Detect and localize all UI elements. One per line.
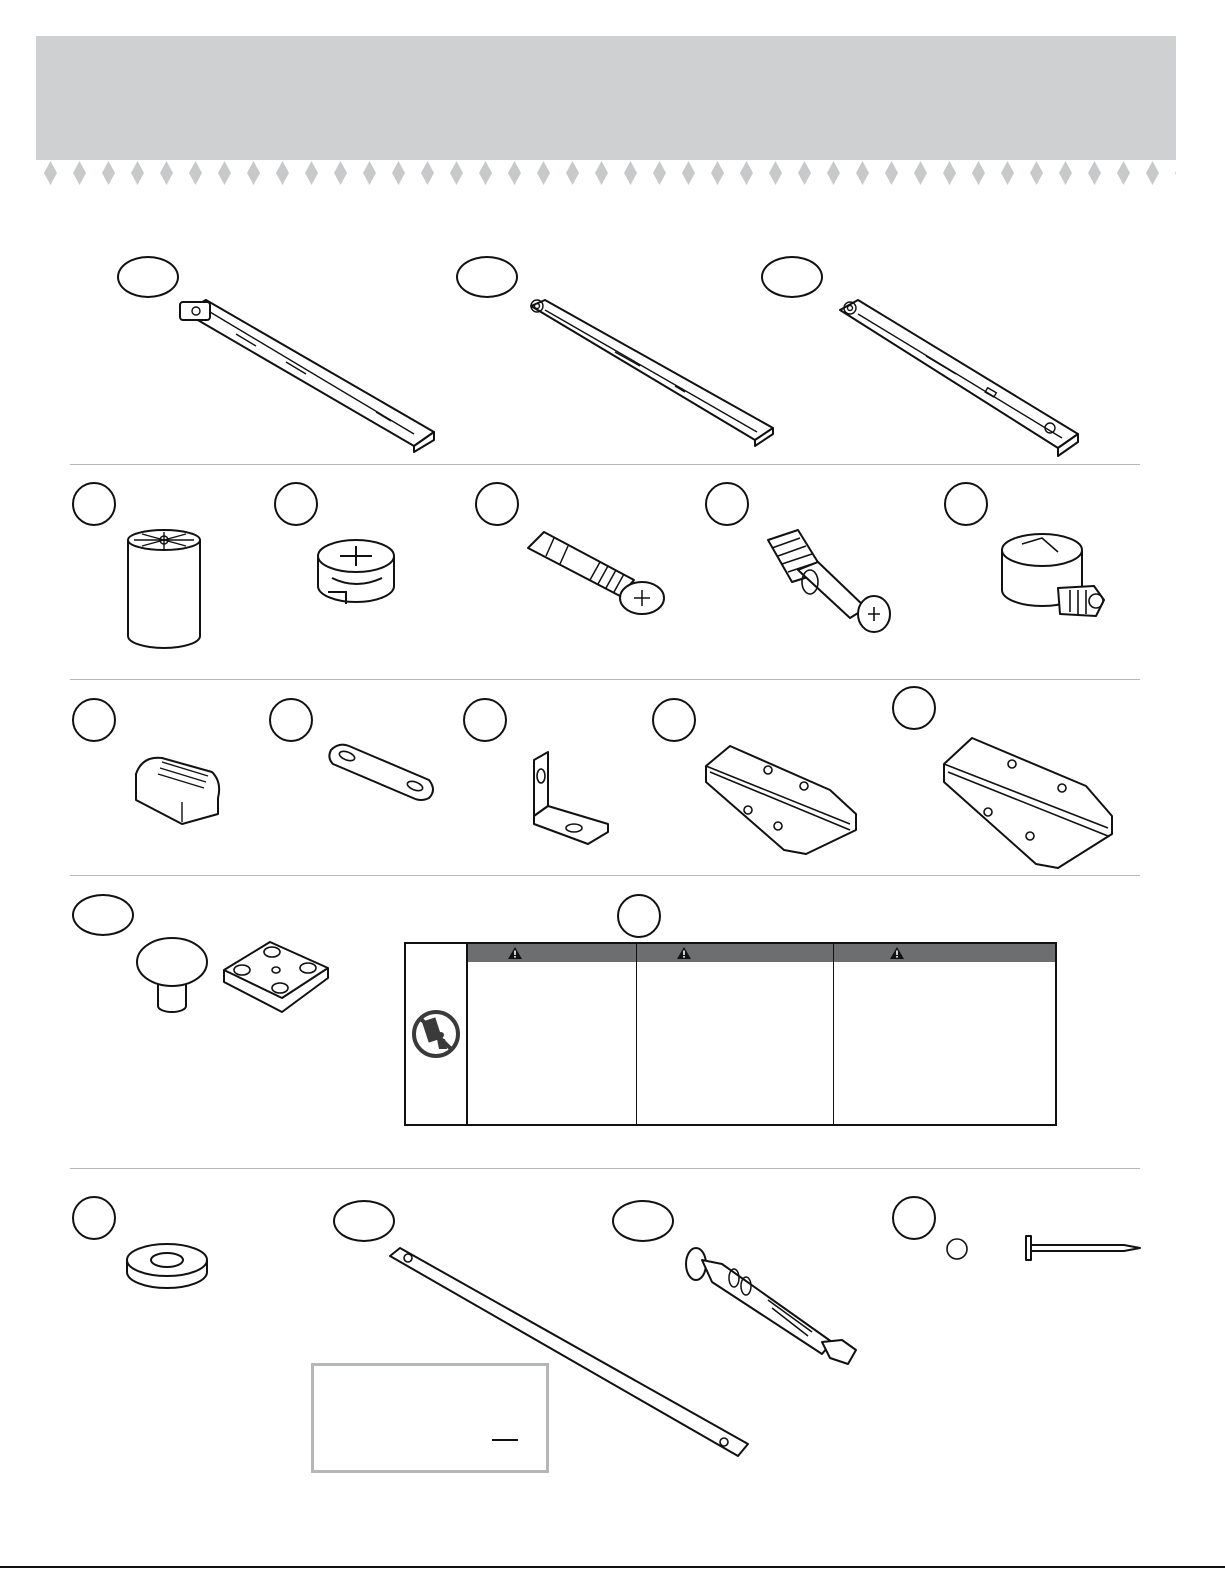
header-band — [36, 36, 1176, 154]
part-label — [117, 256, 179, 298]
part-label — [652, 698, 696, 742]
part-label — [892, 1196, 936, 1240]
knob-icon — [134, 936, 214, 1014]
row-divider — [70, 679, 1140, 680]
part-label — [475, 482, 519, 526]
flat-bracket-icon — [325, 740, 437, 804]
no-tipping-icon — [411, 1009, 461, 1059]
warning-triangle-icon — [508, 947, 522, 959]
diamond-border — [36, 154, 1176, 192]
part-label — [705, 482, 749, 526]
part-label — [72, 894, 134, 936]
mounting-plate-icon — [220, 938, 332, 1016]
row-divider — [70, 875, 1140, 876]
part-label — [463, 698, 507, 742]
cam-bolt-icon — [758, 526, 898, 638]
part-label — [72, 698, 116, 742]
cam-lock-icon — [312, 534, 402, 608]
part-label — [333, 1200, 395, 1242]
part-label — [892, 686, 936, 730]
drawer-guide-icon — [938, 734, 1116, 870]
warning-icon-cell — [406, 944, 468, 1124]
warning-label — [404, 942, 1057, 1126]
note-underline — [492, 1439, 518, 1441]
washer-icon — [124, 1242, 210, 1296]
drawer-slide-icon — [525, 296, 777, 446]
warning-triangle-icon — [890, 947, 904, 959]
part-label — [612, 1200, 674, 1242]
part-label — [72, 1196, 116, 1240]
part-label — [456, 256, 518, 298]
page-bottom-line — [0, 1566, 1225, 1568]
row-divider — [70, 464, 1140, 465]
shelf-support-icon — [132, 752, 224, 826]
drawer-guide-icon — [700, 742, 860, 856]
anchor-icon — [682, 1246, 860, 1366]
nail-icon — [1024, 1234, 1142, 1262]
nail-head-icon — [944, 1236, 970, 1262]
warning-column — [636, 944, 833, 1124]
part-label — [617, 894, 661, 938]
row-divider — [70, 1168, 1140, 1169]
drawer-slide-icon — [176, 294, 438, 454]
part-label — [269, 698, 313, 742]
drawer-slide-icon — [836, 296, 1082, 456]
leg-icon — [124, 528, 204, 650]
part-label — [274, 482, 318, 526]
dowel-icon — [524, 522, 670, 618]
part-label — [72, 482, 116, 526]
warning-column — [833, 944, 1055, 1124]
part-label — [761, 256, 823, 298]
note-box — [311, 1363, 549, 1473]
warning-column — [468, 944, 636, 1124]
angle-bracket-icon — [526, 750, 612, 846]
part-label — [944, 482, 988, 526]
warning-triangle-icon — [677, 947, 691, 959]
cam-lock-icon — [998, 528, 1110, 626]
